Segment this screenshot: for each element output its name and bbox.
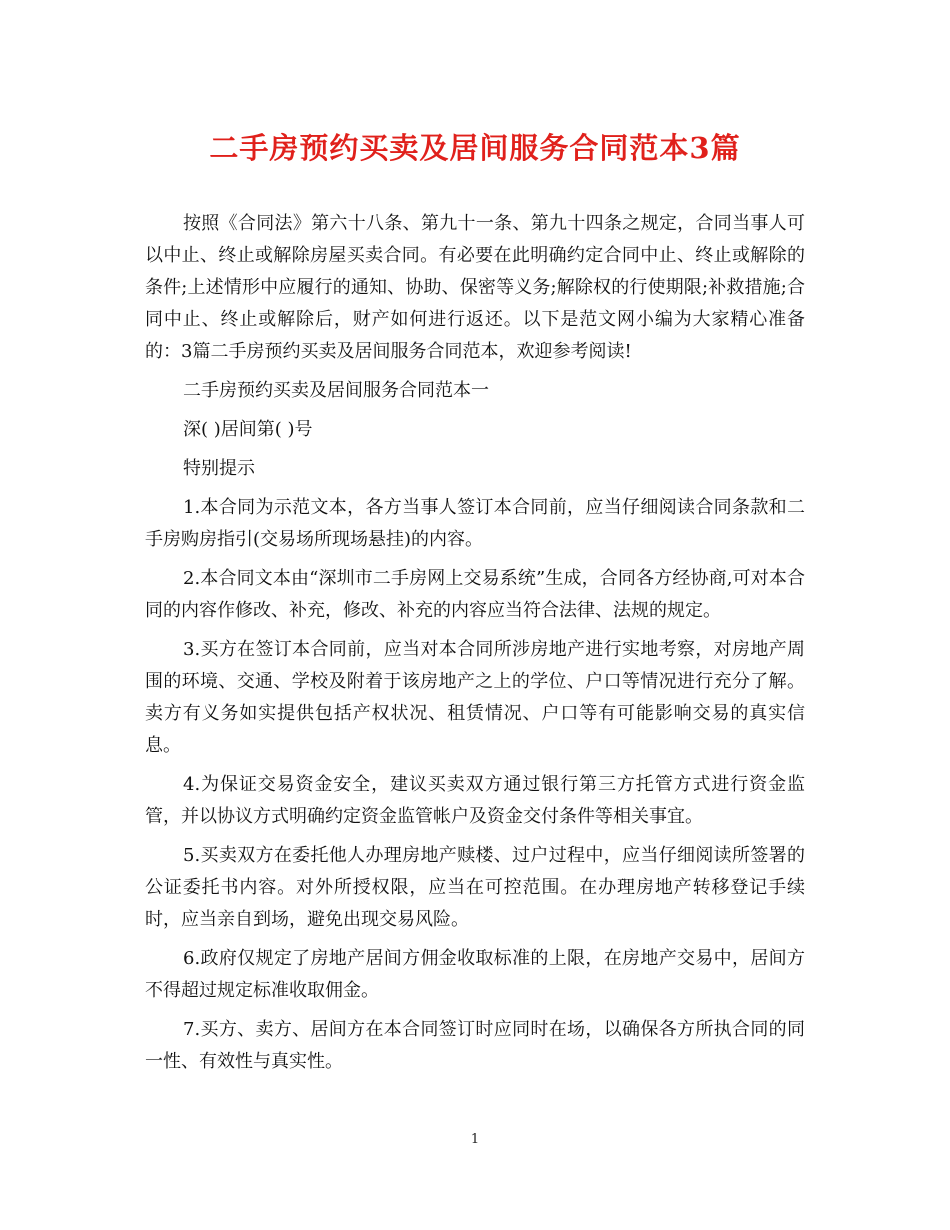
notice-item-1: 1.本合同为示范文本，各方当事人签订本合同前，应当仔细阅读合同条款和二手房购房指引(交易场所现场悬挂)的内容。: [145, 496, 805, 550]
notice-item-5: 5.买卖双方在委托他人办理房地产赎楼、过户过程中，应当仔细阅读所签署的公证委托书内容。对外所授权限，应当在可控范围。在办理房地产转移登记手续时，应当亲自到场，避免出现交易风险。: [145, 844, 805, 930]
notice-item-4: 4.为保证交易资金安全，建议买卖双方通过银行第三方托管方式进行资金监管，并以协议方式明确约定资金监管帐户及资金交付条件等相关事宜。: [145, 773, 805, 827]
intro-paragraph: 按照《合同法》第六十八条、第九十一条、第九十四条之规定，合同当事人可以中止、终止或解除房屋买卖合同。有必要在此明确约定合同中止、终止或解除的条件;上述情形中应履行的通知、协助、保密等义务;解除权的行使期限;补救措施;合同中止、终止或解除后，财产如何进行返还。以下是范文网小编为大家精心准备的：3篇二手房预约买卖及居间服务合同范本，欢迎参考阅读!: [145, 212, 805, 362]
document-title: 二手房预约买卖及居间服务合同范本3篇: [209, 131, 741, 165]
page-number: 1: [470, 1132, 480, 1147]
contract-number: 深( )居间第( )号: [183, 418, 313, 440]
special-notice-heading: 特别提示: [183, 457, 255, 479]
notice-item-2: 2.本合同文本由“深圳市二手房网上交易系统”生成，合同各方经协商,可对本合同的内容作修改、补充，修改、补充的内容应当符合法律、法规的规定。: [145, 567, 805, 621]
notice-item-6: 6.政府仅规定了房地产居间方佣金收取标准的上限，在房地产交易中，居间方不得超过规定标准收取佣金。: [145, 947, 805, 1001]
notice-item-7: 7.买方、卖方、居间方在本合同签订时应同时在场，以确保各方所执合同的同一性、有效性与真实性。: [145, 1018, 805, 1072]
notice-item-3: 3.买方在签订本合同前，应当对本合同所涉房地产进行实地考察，对房地产周围的环境、交通、学校及附着于该房地产之上的学位、户口等情况进行充分了解。卖方有义务如实提供包括产权状况、租赁情况、户口等有可能影响交易的真实信息。: [145, 638, 805, 756]
contract-heading: 二手房预约买卖及居间服务合同范本一: [183, 379, 489, 401]
